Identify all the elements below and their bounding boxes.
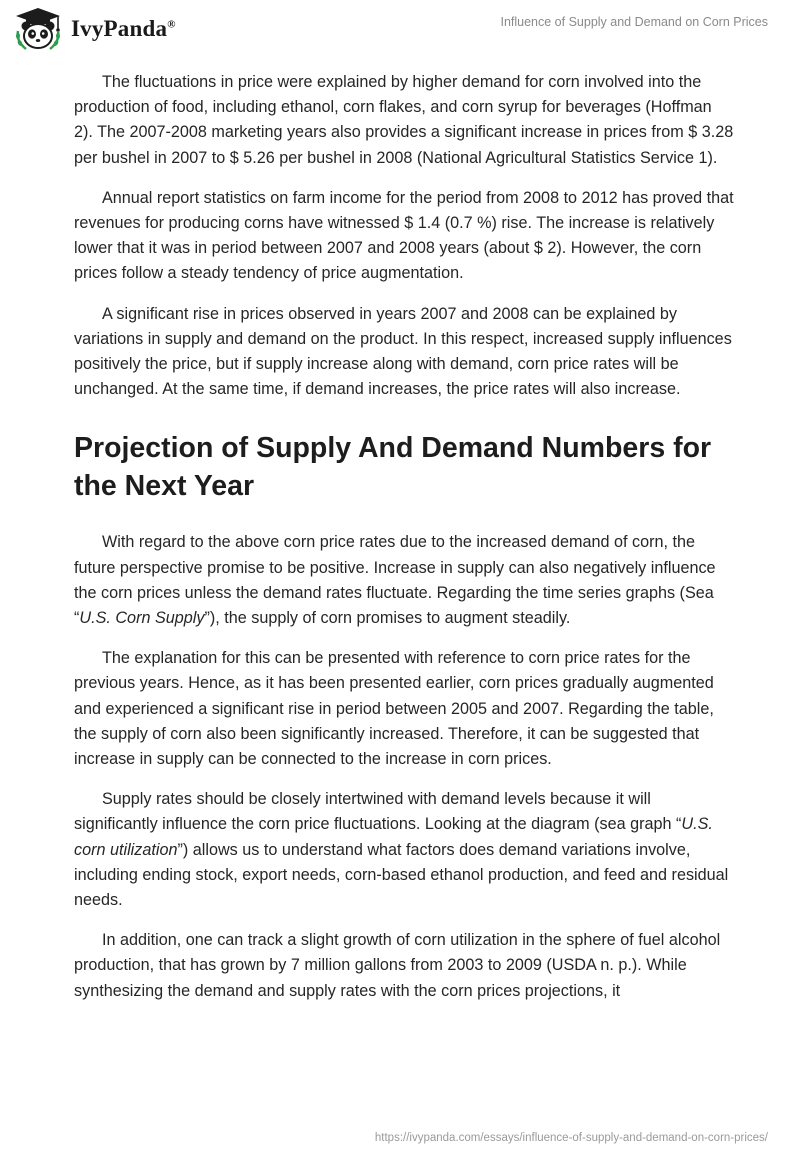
paragraph: Supply rates should be closely intertwined with demand levels because it will significantly influence the corn price fluctuations. Looking at the diagram (sea graph “U.S. corn utilization”) allows us to understand what factors does demand variations involve, including ending stock, export needs, corn-based ethanol production, and feed and residual needs. [74,790,729,910]
paragraph: The fluctuations in price were explained by higher demand for corn involved into the production of food, including ethanol, corn flakes, and corn syrup for beverages (Hoffman 2). The 2007-2008 marketing years also provides a significant increase in prices from $ 3.28 per bushel in 2007 to $ 5.26 per bushel in 2008 (National Agricultural Statistics Service 1). [74,73,734,167]
brand-name: IvyPanda® [71,16,176,41]
paragraph: In addition, one can track a slight growth of corn utilization in the sphere of fuel alcohol production, that has grown by 7 million gallons from 2003 to 2009 (USDA n. p.). While synthesizing the demand and supply rates with the corn prices projections, it [74,931,721,1000]
page-header [0,0,800,64]
paragraph: With regard to the above corn price rates due to the increased demand of corn, the future perspective promise to be positive. Increase in supply can also negatively influence the corn prices unless the demand rates fluctuate. Regarding the time series graphs (Sea “U.S. Corn Supply”), the supply of corn promises to augment steadily. [74,533,716,628]
paragraph: The explanation for this can be presented with reference to corn price rates for the previous years. Hence, as it has been presented earlier, corn prices gradually augmented and experienced a significant rise in period between 2005 and 2007. Regarding the table, the supply of corn also been significantly increased. Therefore, it can be suggested that increase in supply can be connected to the increase in corn prices. [74,649,714,769]
source-url[interactable]: https://ivypanda.com/essays/influence-of-supply-and-demand-on-corn-prices/ [374,1132,768,1144]
panda-logo-icon [12,7,64,51]
section-heading: Projection of Supply And Demand Numbers for the Next Year [74,432,712,503]
cited-graph-title: U.S. Corn Supply [79,609,205,628]
paragraph: Annual report statistics on farm income for the period from 2008 to 2012 has proved that revenues for producing corns have witnessed $ 1.4 (0.7 %) rise. The increase is relatively lower that it was in period between 2007 and 2008 years (about $ 2). However, the corn prices follow a steady tendency of price augmentation. [74,188,734,283]
logo[interactable] [12,7,176,51]
cited-graph-title: U.S. corn utilization [74,815,713,859]
paragraph: A significant rise in prices observed in years 2007 and 2008 can be explained by variations in supply and demand on the product. In this respect, increased supply influences positively the price, but if supply increase along with demand, corn price rates will be unchanged. At the same time, if demand increases, the price rates will also increase. [74,304,732,399]
essay-header-title: Influence of Supply and Demand on Corn Prices [500,15,768,29]
essay-body [74,70,734,1019]
